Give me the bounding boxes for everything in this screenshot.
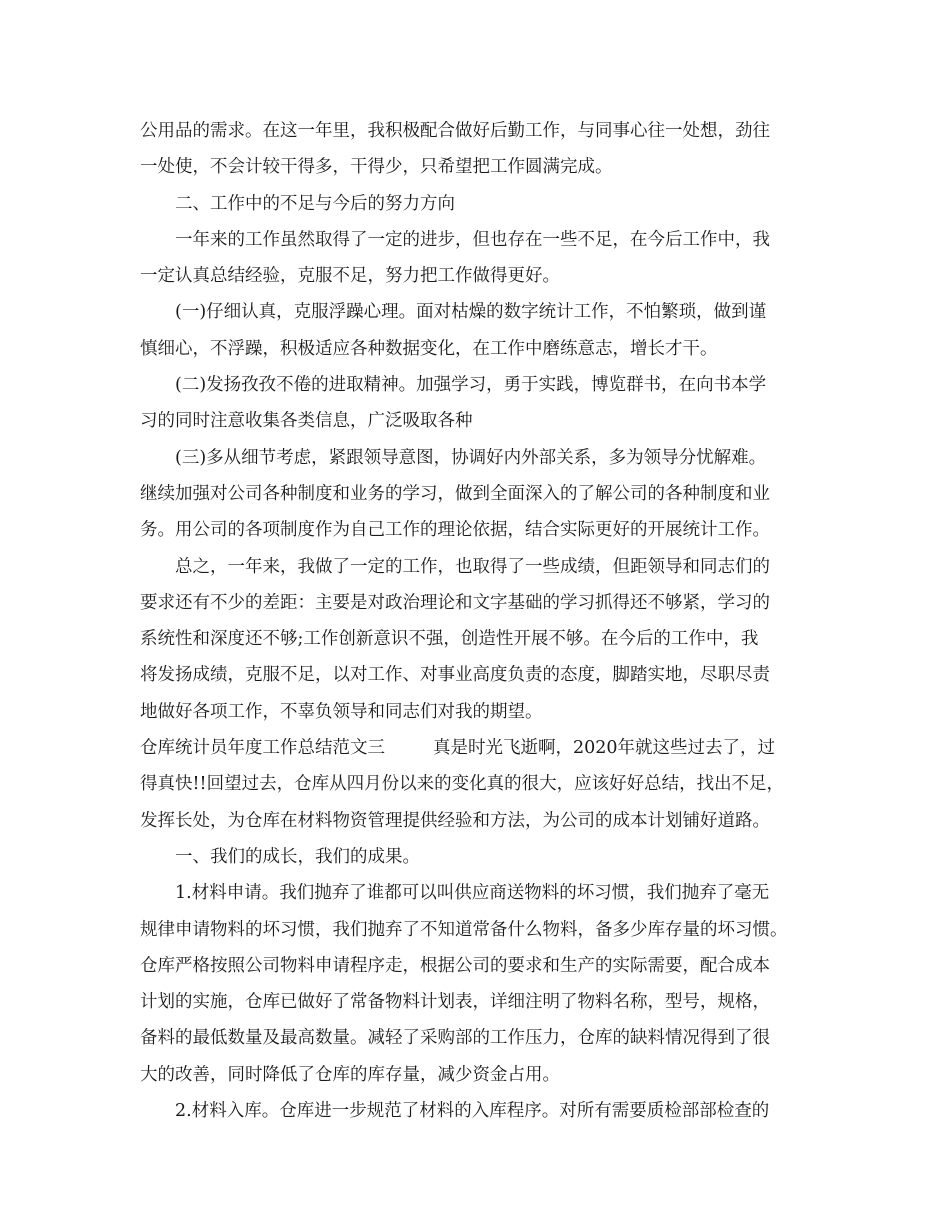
text-line: 务。用公司的各项制度作为自己工作的理论依据，结合实际更好的开展统计工作。 [140, 520, 770, 541]
text-line: 系统性和深度还不够;工作创新意识不强，创造性开展不够。在今后的工作中，我 [140, 629, 759, 650]
text-line: 慎细心，不浮躁，积极适应各种数据变化，在工作中磨练意志，增长才干。 [140, 338, 718, 359]
text-line: 要求还有不少的差距：主要是对政治理论和文字基础的学习抓得还不够紧，学习的 [140, 592, 770, 613]
section-title-continuation: 真是时光飞逝啊，2020年就这些过去了，过 [433, 738, 776, 759]
text-line: 习的同时注意收集各类信息，广泛吸取各种 [140, 411, 473, 432]
text-line: 继续加强对公司各种制度和业务的学习，做到全面深入的了解公司的各种制度和业 [140, 483, 770, 504]
text-line: 规律申请物料的坏习惯，我们抛弃了不知道常备什么物料，备多少库存量的坏习惯。 [140, 919, 788, 940]
text-line: 大的改善，同时降低了仓库的库存量，减少资金占用。 [140, 1064, 560, 1085]
text-line: 发挥长处，为仓库在材料物资管理提供经验和方法，为公司的成本计划铺好道路。 [140, 810, 770, 831]
text-line: 将发扬成绩，克服不足，以对工作、对事业高度负责的态度，脚踏实地，尽职尽责 [140, 665, 770, 686]
text-line: 总之，一年来，我做了一定的工作，也取得了一些成绩，但距领导和同志们的 [175, 556, 770, 577]
section-heading: 一、我们的成长，我们的成果。 [175, 846, 420, 867]
text-line: 仓库严格按照公司物料申请程序走，根据公司的要求和生产的实际需要，配合成本 [140, 955, 770, 976]
text-line: 地做好各项工作，不辜负领导和同志们对我的期望。 [140, 701, 543, 722]
text-line: 得真快!!回望过去，仓库从四月份以来的变化真的很大，应该好好总结，找出不足， [140, 774, 785, 795]
section-title: 仓库统计员年度工作总结范文三 [140, 738, 385, 759]
text-line: 一处使，不会计较干得多，干得少，只希望把工作圆满完成。 [140, 157, 613, 178]
text-line: 2.材料入库。仓库进一步规范了材料的入库程序。对所有需要质检部部检查的 [175, 1101, 770, 1122]
text-line: 公用品的需求。在这一年里，我积极配合做好后勤工作，与同事心往一处想，劲往 [140, 121, 770, 141]
text-line: 1.材料申请。我们抛弃了谁都可以叫供应商送物料的坏习惯，我们抛弃了毫无 [175, 883, 770, 904]
text-line: 计划的实施，仓库已做好了常备物料计划表，详细注明了物料名称，型号，规格， [140, 992, 770, 1013]
text-line: (二)发扬孜孜不倦的进取精神。加强学习，勇于实践，博览群书，在向书本学 [175, 375, 767, 396]
text-line: 一定认真总结经验，克服不足，努力把工作做得更好。 [140, 266, 560, 287]
section-title-line [140, 730, 820, 766]
document-page [140, 113, 820, 1129]
text-line: 备料的最低数量及最高数量。减轻了采购部的工作压力，仓库的缺料情况得到了很 [140, 1028, 770, 1049]
text-line: (一)仔细认真，克服浮躁心理。面对枯燥的数字统计工作，不怕繁琐，做到谨 [175, 302, 767, 323]
text-line: (三)多从细节考虑，紧跟领导意图，协调好内外部关系，多为领导分忧解难。 [175, 447, 767, 468]
text-line: 一年来的工作虽然取得了一定的进步，但也存在一些不足，在今后工作中，我 [175, 229, 770, 250]
section-heading: 二、工作中的不足与今后的努力方向 [175, 193, 455, 214]
